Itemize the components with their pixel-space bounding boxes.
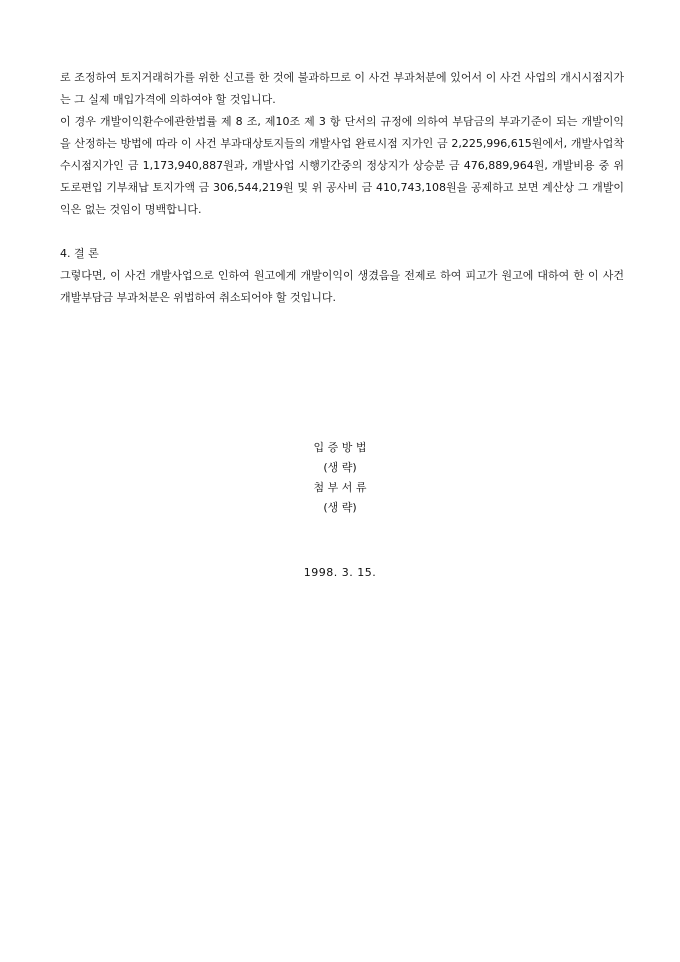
attachments-heading: 첨 부 서 류 [313,481,367,494]
evidence-note: (생 략) [323,461,357,474]
paragraph-development-profit: 이 경우 개발이익환수에관한법률 제 8 조, 제10조 제 3 항 단서의 규정에 의하여 부담금의 부과기준이 되는 개발이익을 산정하는 방법에 따라 이 사건 부과대상토지들의 개발사업 완료시점 지가인 금 2,225,996,615원에서, 개발사업착수시점지가인 금 1,173,940,887원과, 개발사업 시행기간중의 정상지가 상승분 금 476,889,964원, 개발비용 중 위 도로편입 기부채납 토지가액 금 306,544,219원 및 위 공사비 금 410,743,108원을 공제하고 보면 계산상 그 개발이익은 없는 것임이 명백합니다. [60,115,624,216]
document-body [60,67,624,309]
paragraph-market-price: 로 조정하여 토지거래허가를 위한 신고를 한 것에 불과하므로 이 사건 부과처분에 있어서 이 사건 사업의 개시시점지가는 그 실제 매입가격에 의하여야 할 것입니다. [60,71,624,106]
appendix-block [0,438,680,518]
document-date: 1998. 3. 15. [303,566,377,579]
conclusion-paragraph: 그렇다면, 이 사건 개발사업으로 인하여 원고에게 개발이익이 생겼음을 전제로 하여 피고가 원고에 대하여 한 이 사건 개발부담금 부과처분은 위법하여 취소되어야 할 것입니다. [60,269,624,304]
section-spacer [60,221,624,243]
evidence-heading: 입 증 방 법 [313,441,367,454]
conclusion-heading: 4. 결 론 [60,247,99,260]
attachments-note: (생 략) [323,501,357,514]
